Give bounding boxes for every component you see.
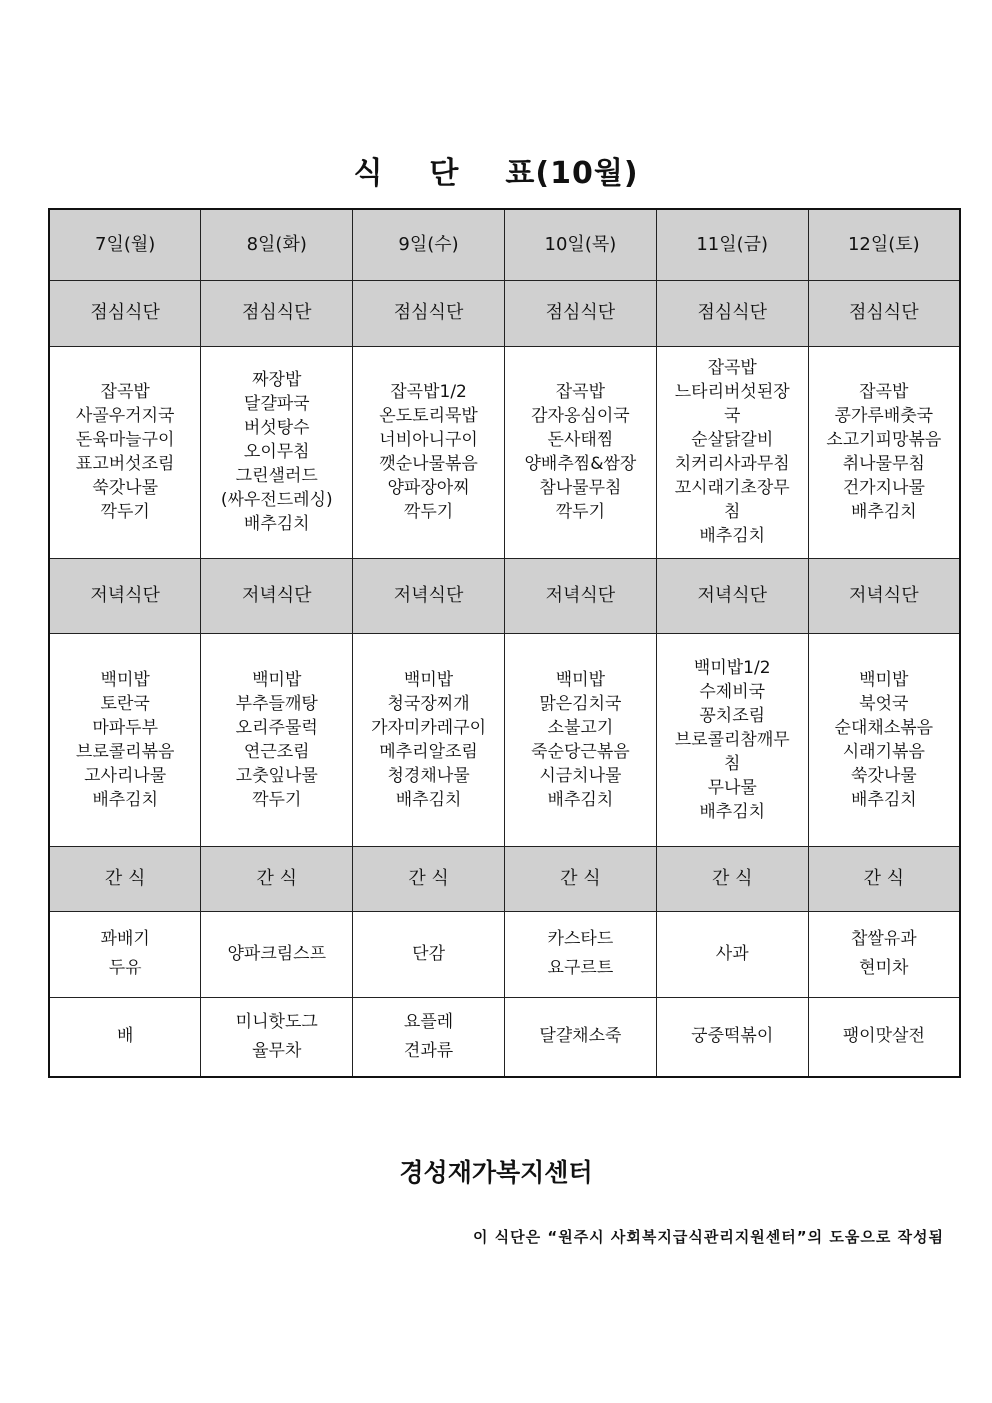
menu-item: 연근조림 [243, 741, 310, 762]
menu-item: 브로콜리참깨무 [674, 729, 790, 750]
menu-item: 브로콜리볶음 [75, 741, 175, 762]
day-header: 10일(목) [504, 209, 656, 280]
menu-item: 깍두기 [403, 502, 454, 522]
snack-cell [808, 997, 960, 1077]
menu-item: 잡곡밥 [555, 382, 606, 402]
menu-item: 시금치나물 [539, 765, 622, 786]
lunch-header: 점심식단 [504, 280, 656, 346]
dinner-header: 저녁식단 [656, 558, 808, 633]
menu-item: 양파장아찌 [387, 478, 470, 498]
menu-item: 북엇국 [859, 693, 909, 714]
menu-item: 표고버섯조림 [75, 454, 175, 474]
day-header: 11일(금) [656, 209, 808, 280]
snack-header: 간 식 [808, 846, 960, 911]
menu-item: 요구르트 [547, 958, 614, 978]
menu-item: 건가지나물 [842, 478, 925, 498]
menu-item: 배추김치 [699, 526, 766, 546]
snack-header: 간 식 [49, 846, 201, 911]
menu-item: 죽순당근볶음 [531, 741, 630, 762]
snack-cell [656, 997, 808, 1077]
footer-note: 이 식단은 “원주시 사회복지급식관리지원센터”의 도움으로 작성됨 [472, 1228, 944, 1246]
dinner-h-row [49, 558, 960, 633]
dinner-row [49, 633, 960, 846]
menu-item: 잡곡밥 [859, 382, 909, 402]
snack-cell [353, 997, 505, 1077]
menu-item: 배추김치 [850, 502, 917, 522]
menu-item: 시래기볶음 [842, 741, 925, 762]
menu-item: 팽이맛살전 [842, 1026, 925, 1047]
menu-item: 단감 [412, 943, 445, 964]
lunch-header: 점심식단 [353, 280, 505, 346]
menu-item: 취나물무침 [842, 454, 925, 474]
center-name: 경성재가복지센터 [399, 1158, 593, 1187]
menu-item: 잡곡밥1/2 [390, 382, 467, 402]
dinner-cell [353, 633, 505, 846]
lunch-cell [504, 346, 656, 558]
menu-item: 무나물 [707, 777, 757, 798]
menu-item: 돈사태찜 [547, 430, 614, 450]
dinner-header: 저녁식단 [504, 558, 656, 633]
menu-item: 사과 [715, 943, 749, 964]
menu-item: 깻순나물볶음 [379, 454, 478, 474]
menu-item: 백미밥 [403, 669, 454, 690]
snack-header: 간 식 [504, 846, 656, 911]
menu-item: 순살닭갈비 [691, 430, 774, 450]
menu-table [48, 208, 961, 1078]
lunch-header: 점심식단 [656, 280, 808, 346]
menu-item: 너비아니구이 [379, 430, 478, 450]
menu-item: 깍두기 [555, 502, 606, 522]
menu-item: 달걀채소죽 [539, 1026, 622, 1047]
menu-item: 부추들깨탕 [235, 693, 318, 714]
menu-item: 두유 [108, 958, 142, 978]
menu-item: 꼬시래기초장무 [674, 478, 790, 498]
menu-item: 미니핫도그 [235, 1011, 318, 1032]
menu-item: 참나물무침 [539, 478, 622, 498]
menu-item: 카스타드 [547, 929, 614, 949]
menu-item: 배추김치 [395, 789, 462, 810]
snack-cell [353, 911, 505, 997]
dinner-cell [49, 633, 201, 846]
menu-item: 현미차 [859, 958, 909, 978]
snack-header: 간 식 [353, 846, 505, 911]
dinner-cell [808, 633, 960, 846]
menu-item: 양파크림스프 [227, 943, 327, 964]
lunch-header: 점심식단 [49, 280, 201, 346]
menu-item: 돈육마늘구이 [75, 430, 175, 450]
menu-item: 요플레 [403, 1011, 454, 1032]
menu-item: 양배추찜&쌈장 [524, 454, 637, 474]
menu-item: 쑥갓나물 [850, 765, 917, 786]
menu-item: 오이무침 [243, 442, 310, 462]
lunch-cell [656, 346, 808, 558]
menu-item: 가자미카레구이 [371, 717, 487, 738]
dinner-cell [656, 633, 808, 846]
menu-item: 메추리알조림 [379, 741, 478, 762]
menu-item: 달걀파국 [243, 394, 310, 414]
lunch-cell [201, 346, 353, 558]
menu-item: 배추김치 [850, 789, 917, 810]
menu-item: (싸우전드레싱) [220, 490, 333, 510]
lunch-cell [808, 346, 960, 558]
snack-cell [49, 997, 201, 1077]
menu-item: 깍두기 [252, 789, 302, 810]
menu-item: 청국장찌개 [387, 693, 470, 714]
menu-item: 백미밥 [859, 669, 909, 690]
menu-item: 율무차 [252, 1040, 302, 1061]
menu-item: 꽈배기 [100, 929, 150, 949]
menu-item: 버섯탕수 [243, 418, 310, 438]
menu-item: 소고기피망볶음 [826, 430, 942, 450]
menu-item: 침 [724, 753, 741, 774]
menu-item: 배추김치 [92, 789, 159, 810]
lunch-header: 점심식단 [808, 280, 960, 346]
menu-item: 치커리사과무침 [674, 454, 790, 474]
menu-item: 소불고기 [547, 717, 614, 738]
menu-item: 잡곡밥 [707, 358, 757, 378]
dinner-cell [504, 633, 656, 846]
snack2-row [49, 997, 960, 1077]
snack-header: 간 식 [656, 846, 808, 911]
menu-item: 맑은김치국 [539, 693, 622, 714]
menu-item: 꽁치조림 [699, 705, 766, 726]
menu-item: 국 [724, 406, 741, 426]
menu-item: 찹쌀유과 [850, 929, 917, 949]
menu-item: 느타리버섯된장 [674, 382, 790, 402]
dinner-header: 저녁식단 [353, 558, 505, 633]
snack-cell [808, 911, 960, 997]
menu-item: 짜장밥 [252, 370, 302, 390]
menu-item: 사골우거지국 [75, 406, 175, 426]
menu-item: 배추김치 [699, 801, 766, 822]
snack-h-row [49, 846, 960, 911]
menu-item: 청경채나물 [387, 765, 470, 786]
menu-item: 잡곡밥 [100, 382, 150, 402]
snack1-row [49, 911, 960, 997]
menu-item: 배추김치 [547, 789, 614, 810]
menu-item: 감자옹심이국 [531, 406, 630, 426]
menu-item: 쑥갓나물 [92, 478, 159, 498]
snack-cell [201, 911, 353, 997]
menu-item: 배추김치 [243, 514, 310, 534]
snack-cell [504, 997, 656, 1077]
menu-item: 배 [116, 1026, 134, 1047]
menu-item: 온도토리묵밥 [379, 406, 478, 426]
dinner-header: 저녁식단 [808, 558, 960, 633]
menu-item: 침 [724, 502, 741, 522]
menu-item: 고사리나물 [84, 765, 167, 786]
menu-item: 백미밥 [252, 669, 302, 690]
day-header: 9일(수) [353, 209, 505, 280]
day-header: 12일(토) [808, 209, 960, 280]
menu-item: 깍두기 [100, 502, 150, 522]
menu-item: 마파두부 [92, 717, 159, 738]
day-header: 8일(화) [201, 209, 353, 280]
lunch-h-row [49, 280, 960, 346]
lunch-cell [353, 346, 505, 558]
menu-item: 견과류 [403, 1040, 454, 1061]
dinner-cell [201, 633, 353, 846]
menu-item: 토란국 [100, 693, 150, 714]
menu-item: 궁중떡볶이 [691, 1026, 774, 1047]
title-part-2: 단 [429, 156, 460, 191]
menu-item: 수제비국 [699, 681, 766, 702]
snack-header: 간 식 [201, 846, 353, 911]
menu-item: 백미밥1/2 [693, 657, 771, 678]
menu-item: 순대채소볶음 [834, 717, 934, 738]
snack-cell [201, 997, 353, 1077]
menu-item: 오리주물럭 [235, 717, 318, 738]
dinner-header: 저녁식단 [49, 558, 201, 633]
snack-cell [49, 911, 201, 997]
menu-item: 그린샐러드 [235, 466, 318, 486]
menu-item: 백미밥 [100, 669, 150, 690]
menu-item: 고춧잎나물 [235, 765, 318, 786]
snack-cell [656, 911, 808, 997]
lunch-cell [49, 346, 201, 558]
menu-item: 백미밥 [555, 669, 606, 690]
snack-cell [504, 911, 656, 997]
day-header: 7일(월) [49, 209, 201, 280]
lunch-row [49, 346, 960, 558]
page-title [0, 148, 992, 192]
menu-item: 콩가루배춧국 [834, 406, 934, 426]
title-part-3: 표(10월) [505, 156, 639, 191]
dinner-header: 저녁식단 [201, 558, 353, 633]
lunch-header: 점심식단 [201, 280, 353, 346]
date-row [49, 209, 960, 280]
title-part-1: 식 [353, 156, 384, 191]
